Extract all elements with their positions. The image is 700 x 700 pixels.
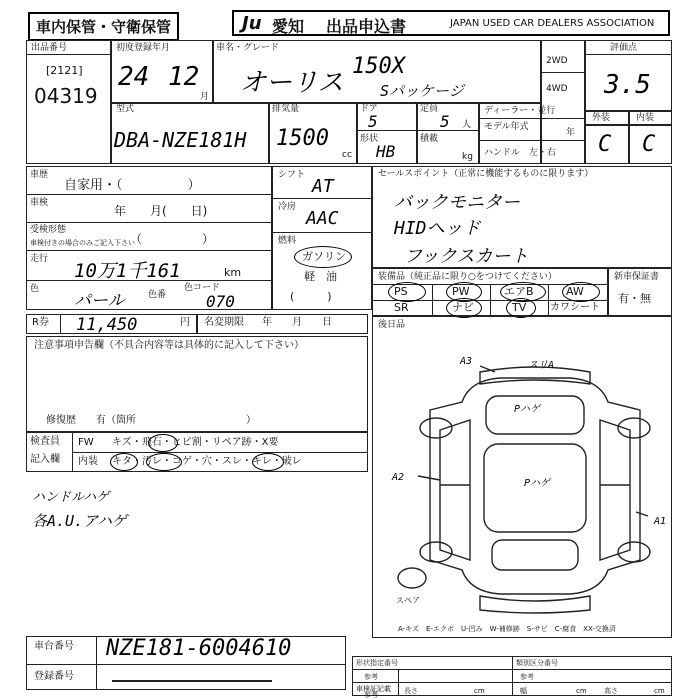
model-year-label: モデル年式 [484,122,529,132]
drive-2wd: 2WD [546,56,568,66]
doors-value: 5 [368,112,378,131]
lot-label: 出品番号 [31,43,68,53]
class-ref-label: 類別区分番号 [516,659,558,667]
fuel-gasoline: ガソリン [302,250,346,263]
displacement-label: 排気量 [272,104,300,114]
model-value: DBA-NZE181H [114,128,247,152]
capacity-unit: 人 [462,120,472,130]
inspection-label: 車検 [30,198,49,208]
diagram-a3: A3 [460,356,473,367]
inspector-label-2: 記入欄 [30,454,60,465]
frame-value: NZE181-6004610 [106,636,292,661]
history-value: 自家用・（ ） [64,178,201,193]
org-name: 愛知 [272,17,305,36]
diagram-hood: Pハゲ [514,404,541,415]
ref-3: 参考 [364,691,378,699]
ju-logo: Ju [242,13,262,34]
registration-label: 登録番号 [34,671,74,682]
inspector-row-2: キタ・汚レ・コゲ・穴・スレ・キレ・破レ [112,456,302,467]
height-unit: cm [654,687,665,695]
assoc-name: JAPAN USED CAR DEALERS ASSOCIATION [450,18,655,29]
inspector-fw: FW [78,437,94,448]
capacity-value: 5 [440,112,450,131]
cert-label: 車検証記載 [356,685,391,693]
damage-legend: A-キズ E-エクボ U-凹み W-補修跡 S-サビ C-腐食 XX-交換済 [398,625,616,633]
reg-month-unit: 月 [200,92,210,102]
ref-1: 参考 [364,673,378,681]
sales-point-2: HIDヘッド [394,218,481,239]
form-value: （ ） [130,232,215,246]
handle-label: ハンドル 左・右 [484,148,557,158]
notes-label: 注意事項申告欄（不具合内容等は具体的に記入して下さい） [34,340,304,351]
equip-navi: ナビ [452,301,474,314]
car-grade: 150X [352,54,405,79]
dealer-label: ディーラー・並行 [484,106,556,116]
remark-1: ハンドルハゲ [32,490,110,505]
name-change-label: 名変期限 [204,317,244,328]
displacement-value: 1500 [276,126,329,151]
equip-ps: PS [394,285,408,298]
color-code-label: 色コード [184,283,221,293]
inspector-row-1: キズ・飛石・ヒビ割・リペア跡・X要 [112,437,279,448]
score-value: 3.5 [604,70,651,100]
sales-point-3: フックスカート [404,246,529,267]
form-note: 車検付きの場合のみご記入下さい [30,239,135,247]
repair-history: 修復歴 有（箇所 ） [46,415,256,426]
shape-label: 形状 [360,134,379,144]
equip-aw: AW [566,285,584,298]
diagram-a2: A2 [392,472,405,483]
frame-label: 車台番号 [34,641,74,652]
form-label: 受検形態 [30,225,67,235]
ref-2: 参考 [520,673,534,681]
shift-label: シフト [278,170,306,180]
color-value: パール [74,291,125,311]
ac-value: AAC [306,208,339,229]
color-number-label: 色番 [148,290,167,300]
doc-title: 出品申込書 [326,17,407,36]
diagram-spare: スペア [396,596,420,605]
length-unit: cm [474,687,485,695]
car-name-label: 車名・グレード [216,43,280,53]
shift-value: AT [312,176,334,197]
sales-point-1: バックモニター [394,192,520,213]
displacement-unit: cc [342,150,352,160]
score-label: 評価点 [610,43,638,53]
later-label: 後日品 [378,320,406,330]
car-package: Sパッケージ [380,82,464,100]
diagram-a1: A1 [654,516,667,527]
fuel-diesel: 軽 油 [304,270,337,283]
reg-label: 初度登録年月 [116,43,171,53]
shape-value: HB [376,142,396,161]
name-change-value: 年 月 日 [262,317,332,328]
exterior-label: 外装 [592,113,611,123]
sales-point-label: セールスポイント（正常に機能するものに限ります） [378,169,594,179]
length-label: 長さ [404,687,418,695]
fuel-label: 燃料 [278,236,297,246]
warranty-value: 有・無 [618,292,651,305]
lot-number: 04319 [34,84,98,108]
recycle-value: 11,450 [76,315,138,335]
equip-leather: カワシート [550,302,600,313]
recycle-label: R券 [32,317,49,328]
lot-code: [2121] [46,64,83,77]
reg-month: 12 [168,62,200,92]
drive-4wd: 4WD [546,84,568,94]
height-label: 高さ [604,687,618,695]
load-unit: kg [462,152,473,162]
storage-label: 車内保管・守衛保管 [28,12,179,41]
car-name: オーリス [240,68,344,98]
reg-year: 24 [118,62,150,92]
interior-grade: C [642,132,656,157]
load-label: 積載 [420,134,439,144]
model-year-unit: 年 [566,128,576,138]
diagram-a3-roof: スリA [528,360,555,371]
ac-label: 冷房 [278,202,297,212]
equip-tv: TV [512,301,527,314]
remark-2: 各A.U.アハゲ [32,512,127,530]
inspector-interior: 内装 [78,456,98,467]
color-code-value: 070 [206,292,235,311]
equip-sr: SR [394,301,409,314]
warranty-label: 新車保証書 [614,272,660,282]
mileage-label: 走行 [30,254,49,264]
recycle-unit: 円 [180,317,190,328]
exterior-grade: C [598,132,612,157]
doors-label: ドア [360,104,378,114]
capacity-label: 定員 [420,104,439,114]
equipment-label: 装備品（純正品に限り○をつけてください） [378,272,557,282]
history-label: 車歴 [30,170,49,180]
equip-airbag: エアB [504,285,534,298]
width-label: 幅 [520,687,527,695]
fuel-other: ( ) [290,290,332,303]
mileage-value: 10万1千161 [74,260,181,282]
interior-label: 内装 [636,113,655,123]
equip-pw: PW [452,285,470,298]
model-label: 型式 [116,104,135,114]
inspection-value: 年 月( 日) [114,204,208,218]
mileage-unit: km [224,266,242,279]
width-unit: cm [576,687,587,695]
diagram-roof: Pハゲ [524,478,551,489]
inspector-label-1: 検査員 [30,436,60,447]
shape-ref-label: 形状指定番号 [356,659,398,667]
color-label: 色 [30,284,40,294]
